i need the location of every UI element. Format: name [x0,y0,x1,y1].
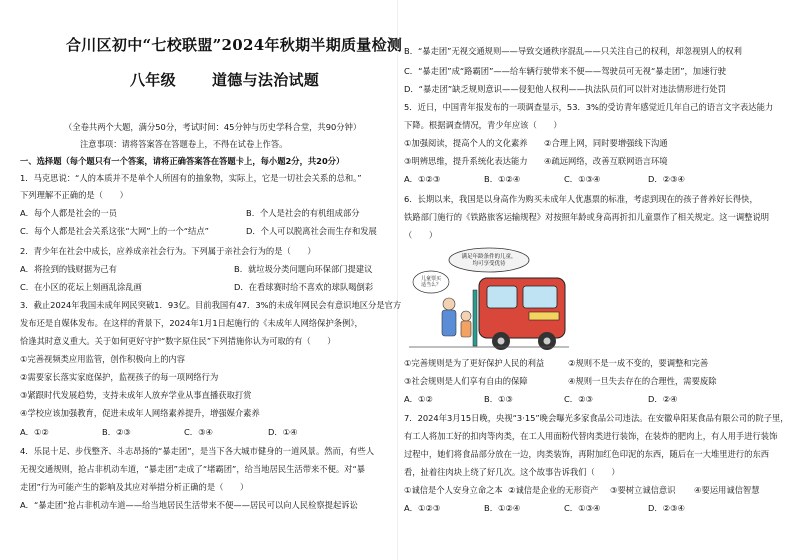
exam-grade: 八年级 [130,71,176,89]
q3-option-a: A．①② [20,427,49,437]
q2-option-c: C．在小区的花坛上刻画乱涂乱画 [20,282,142,292]
cartoon-caption-line1: 满足年龄条件的儿童， [461,254,517,260]
q4-line3: 走团”行为可能产生的影响及其应对举措分析正确的是（ ） [20,482,249,492]
q3-line3: 恰逢其时意义重大。关于如何更好守护“数字原住民”下列措施你认为可取的有（ ） [20,336,336,346]
q4-line1: 4．乐昆十足、步伐整齐、斗志昂扬的“暴走团”，是当下各大城市健身的一道风景。然而，有些人 [20,446,375,456]
q7-option-d: D．②③④ [648,503,685,513]
q5-item-2: ②合理上网，同时要增强线下沟通 [544,138,668,148]
exam-note-2: 注意事项：请将答案答在答题卷上，不得在试卷上作答。 [80,139,288,149]
q5-item-1: ①加强阅读，提高个人的文化素养 [404,138,528,148]
q7-item-3: ③要树立诚信意识 [610,485,676,495]
q5-option-d: D．②③④ [648,174,685,184]
q2-option-b: B．就垃圾分类问题向环保部门提建议 [234,264,373,274]
q6-item-1: ①完善规则是为了更好保护人民的利益 [404,358,545,368]
q7-line2: 有工人将加工好的扣肉等肉类，在工人用面粉代替肉类进行装饰，在装炸的肥肉上，有人用手进行装饰 [404,431,778,441]
exam-note-1: （全卷共两个大题，满分50分，考试时间：45分钟与历史学科合堂，共90分钟） [64,122,362,132]
left-column [6,0,403,560]
q2-option-a: A．将捡到的钱财据为己有 [20,264,117,274]
q4-option-d: D．“暴走团”缺乏规则意识——侵犯他人权利——执法队员们可以针对违法情形进行处罚 [404,84,726,94]
q6-item-3: ③社会规则是人们享有自由的保障 [404,376,528,386]
q1-option-d: D．个人可以脱离社会而生存和发展 [246,226,377,236]
q7-option-c: C．①③④ [564,503,601,513]
q4-line2: 无视交通规则，抢占非机动车道，“暴走团”走成了“堵霸团”，给当地居民生活带来不便。对“暴 [20,464,366,474]
q6-option-d: D．②④ [648,394,678,404]
q6-option-c: C．②③ [564,394,593,404]
q1-stem-line1: 1．马克思说：“人的本质并不是单个人所固有的抽象物，实际上，它是一切社会关系的总和。” [20,173,362,183]
q6-option-a: A．①② [404,394,433,404]
q7-option-b: B．①②④ [484,503,521,513]
q1-option-a: A．每个人都是社会的一员 [20,208,117,218]
q3-item-1: ①完善视频类应用监管，创作积极向上的内容 [20,354,186,364]
q5-line2: 下降。根据调查情况，青少年应该（ ） [404,120,562,130]
q7-line3: 过程中，她们将食品部分放在一边，肉类装饰，再附加红色印泥的东西，随后在一大堆里进行的东西 [404,449,770,459]
q1-option-c: C．每个人都是社会关系这张“大网”上的一个“结点” [20,226,209,236]
q3-option-c: C．③④ [184,427,213,437]
q4-option-b: B．“暴走团”无视交通规则——导致交通秩序混乱——只关注自己的权利，却忽视别人的权利 [404,46,742,56]
q5-option-a: A．①②③ [404,174,441,184]
kid-text-2: 适当么？ [420,282,442,288]
q3-line1: 3．截止2024年我国未成年网民突破1．93亿。目前我国有47．3%的未成年网民会有意识地区分是官方 [20,300,402,310]
q5-option-c: C．①③④ [564,174,601,184]
q7-option-a: A．①②③ [404,503,441,513]
q6-line3: （ ） [404,230,438,240]
q6-line2: 铁路部门施行的《铁路旅客运输规程》对按照年龄或身高再折扣儿童票作了相关规定。这一调整说明 [404,212,770,222]
q4-option-a: A．“暴走团”抢占非机动车道——给当地居民生活带来不便——居民可以向人民检察提起诉讼 [20,500,358,510]
q6-item-4: ④规则一旦失去存在的合理性，需要废除 [568,376,717,386]
q3-option-d: D．①④ [268,427,298,437]
q1-stem-line2: 下列理解不正确的是（ ） [20,190,128,200]
q7-item-4: ④要运用诚信智慧 [694,485,760,495]
q3-item-2: ②需要家长落实家庭保护，监视孩子的每一项网络行为 [20,372,219,382]
q5-item-4: ④疏远网络，改善互联网语言环境 [544,156,668,166]
q7-item-1: ①诚信是个人安身立命之本 [404,485,503,495]
q1-option-b: B．个人是社会的有机组成部分 [246,208,360,218]
q5-option-b: B．①②④ [484,174,521,184]
kid-text-1: 儿童票买 [420,276,442,282]
q3-item-4: ④学校应该加强教育，促进未成年人网络素养提升，增强媒介素养 [20,408,260,418]
q6-line1: 6．长期以来，我国是以身高作为购买未成年人优惠票的标准，考虑到现在的孩子普养好长得快， [404,194,758,204]
q6-item-2: ②规则不是一成不变的，要调整和完善 [568,358,709,368]
q2-option-d: D．在看球赛时给不喜欢的球队喝倒彩 [234,282,374,292]
right-column-lower [404,0,789,560]
q3-item-3: ③紧跟时代发展趋势，支持未成年人放弃学业从事直播获取打赏 [20,390,252,400]
exam-title: 合川区初中“七校联盟”2024年秋期半期质量检测 [66,36,403,54]
q7-line4: 看，扯着往肉块上绕了好几次。这个故事告诉我们（ ） [404,467,620,477]
q2-stem: 2．青少年在社会中成长，应养成亲社会行为。下列属于亲社会行为的是（ ） [20,246,316,256]
q5-item-3: ③明辨思维，提升系统化表达能力 [404,156,528,166]
q4-option-c: C．“暴走团”成“路霸团”——给车辆行驶带来不便——驾驶员可无视“暴走团”，加速行驶 [404,66,726,76]
q5-line1: 5．近日，中国青年报发布的一项调查显示，53．3%的受访青年感觉近几年自己的语言文字表达能力 [404,102,774,112]
q7-item-2: ②诚信是企业的无形资产 [508,485,599,495]
q7-line1: 7．2024年3月15日晚，央视“3·15”晚会曝光多家食品公司违法。在安徽阜阳某食品有限公司的院子里， [404,413,789,423]
cartoon-caption-line2: 均可享受优待 [472,261,506,267]
section-heading: 一、选择题（每个题只有一个答案，请将正确答案答在答题卡上，每小题2分，共20分） [20,156,345,166]
column-divider [397,0,398,560]
q6-option-b: B．①③ [484,394,513,404]
exam-subject: 道德与法治试题 [212,71,320,89]
q3-option-b: B．②③ [102,427,131,437]
q3-line2: 发布还是自媒体发布。在这样的背景下，2024年1月1日起施行的《未成年人网络保护条例》， [20,318,363,328]
